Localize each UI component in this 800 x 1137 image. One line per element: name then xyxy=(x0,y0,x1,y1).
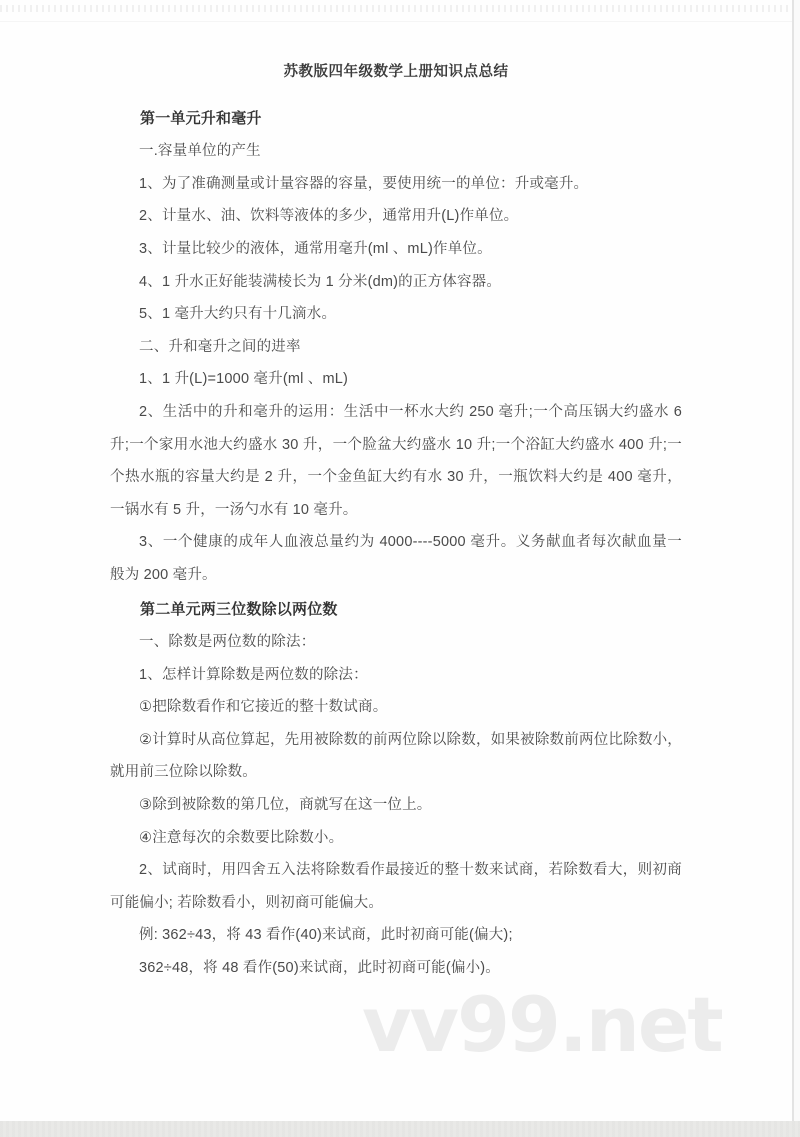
paragraph: 2、计量水、油、饮料等液体的多少，通常用升(L)作单位。 xyxy=(139,208,519,225)
paragraph: 3、计量比较少的液体，通常用毫升(ml 、mL)作单位。 xyxy=(139,240,492,257)
section-heading: 第一单元升和毫升 xyxy=(140,109,262,127)
paragraph: 5、1 毫升大约只有十几滴水。 xyxy=(139,306,337,323)
section-heading: 第二单元两三位数除以两位数 xyxy=(140,600,338,618)
paragraph: 例: 362÷43，将 43 看作(40)来试商，此时初商可能(偏大); xyxy=(139,927,513,944)
paragraph: 1、怎样计算除数是两位数的除法： xyxy=(139,666,368,683)
paragraph: 二、升和毫升之间的进率 xyxy=(139,338,301,355)
watermark: vv99.net xyxy=(362,980,722,1069)
paragraph: 一、除数是两位数的除法： xyxy=(139,634,316,651)
paragraph: ②计算时从高位算起，先用被除数的前两位除以除数，如果被除数前两位比除数小，就用前三位除以除数。 xyxy=(110,731,682,781)
paragraph: ④注意每次的余数要比除数小。 xyxy=(139,829,344,846)
paragraph: 2、生活中的升和毫升的运用：生活中一杯水大约 250 毫升;一个高压锅大约盛水 6 升;一个家用水池大约盛水 30 升，一个脸盆大约盛水 10 升;一个浴缸大约盛水 400 升;一个热水瓶的容量大约是 2 升，一个金鱼缸大约有水 30 升，一瓶饮料大约是 400 毫升，一锅水有 5 升，一汤勺水有 10 毫升。 xyxy=(110,403,682,518)
paragraph: 一.容量单位的产生 xyxy=(139,143,261,160)
document-body xyxy=(110,56,682,985)
paragraph: 2、试商时，用四舍五入法将除数看作最接近的整十数来试商，若除数看大，则初商可能偏小; 若除数看小，则初商可能偏大。 xyxy=(110,862,682,911)
page-bottom-gap xyxy=(0,1121,800,1137)
paragraph: 1、为了准确测量或计量容器的容量，要使用统一的单位：升或毫升。 xyxy=(139,175,589,192)
doc-title: 苏教版四年级数学上册知识点总结 xyxy=(283,64,509,80)
paragraph: 3、一个健康的成年人血液总量约为 4000----5000 毫升。义务献血者每次献血量一般为 200 毫升。 xyxy=(110,534,682,583)
page-top-perforation xyxy=(0,5,792,12)
page-top-divider xyxy=(0,21,792,22)
paragraph: 4、1 升水正好能装满棱长为 1 分米(dm)的正方体容器。 xyxy=(139,273,502,290)
paragraph: 1、1 升(L)=1000 毫升(ml 、mL) xyxy=(139,371,349,388)
paragraph: 362÷48，将 48 看作(50)来试商，此时初商可能(偏小)。 xyxy=(139,960,501,977)
paragraph: ①把除数看作和它接近的整十数试商。 xyxy=(139,699,388,716)
paragraph: ③除到被除数的第几位，商就写在这一位上。 xyxy=(139,797,432,814)
